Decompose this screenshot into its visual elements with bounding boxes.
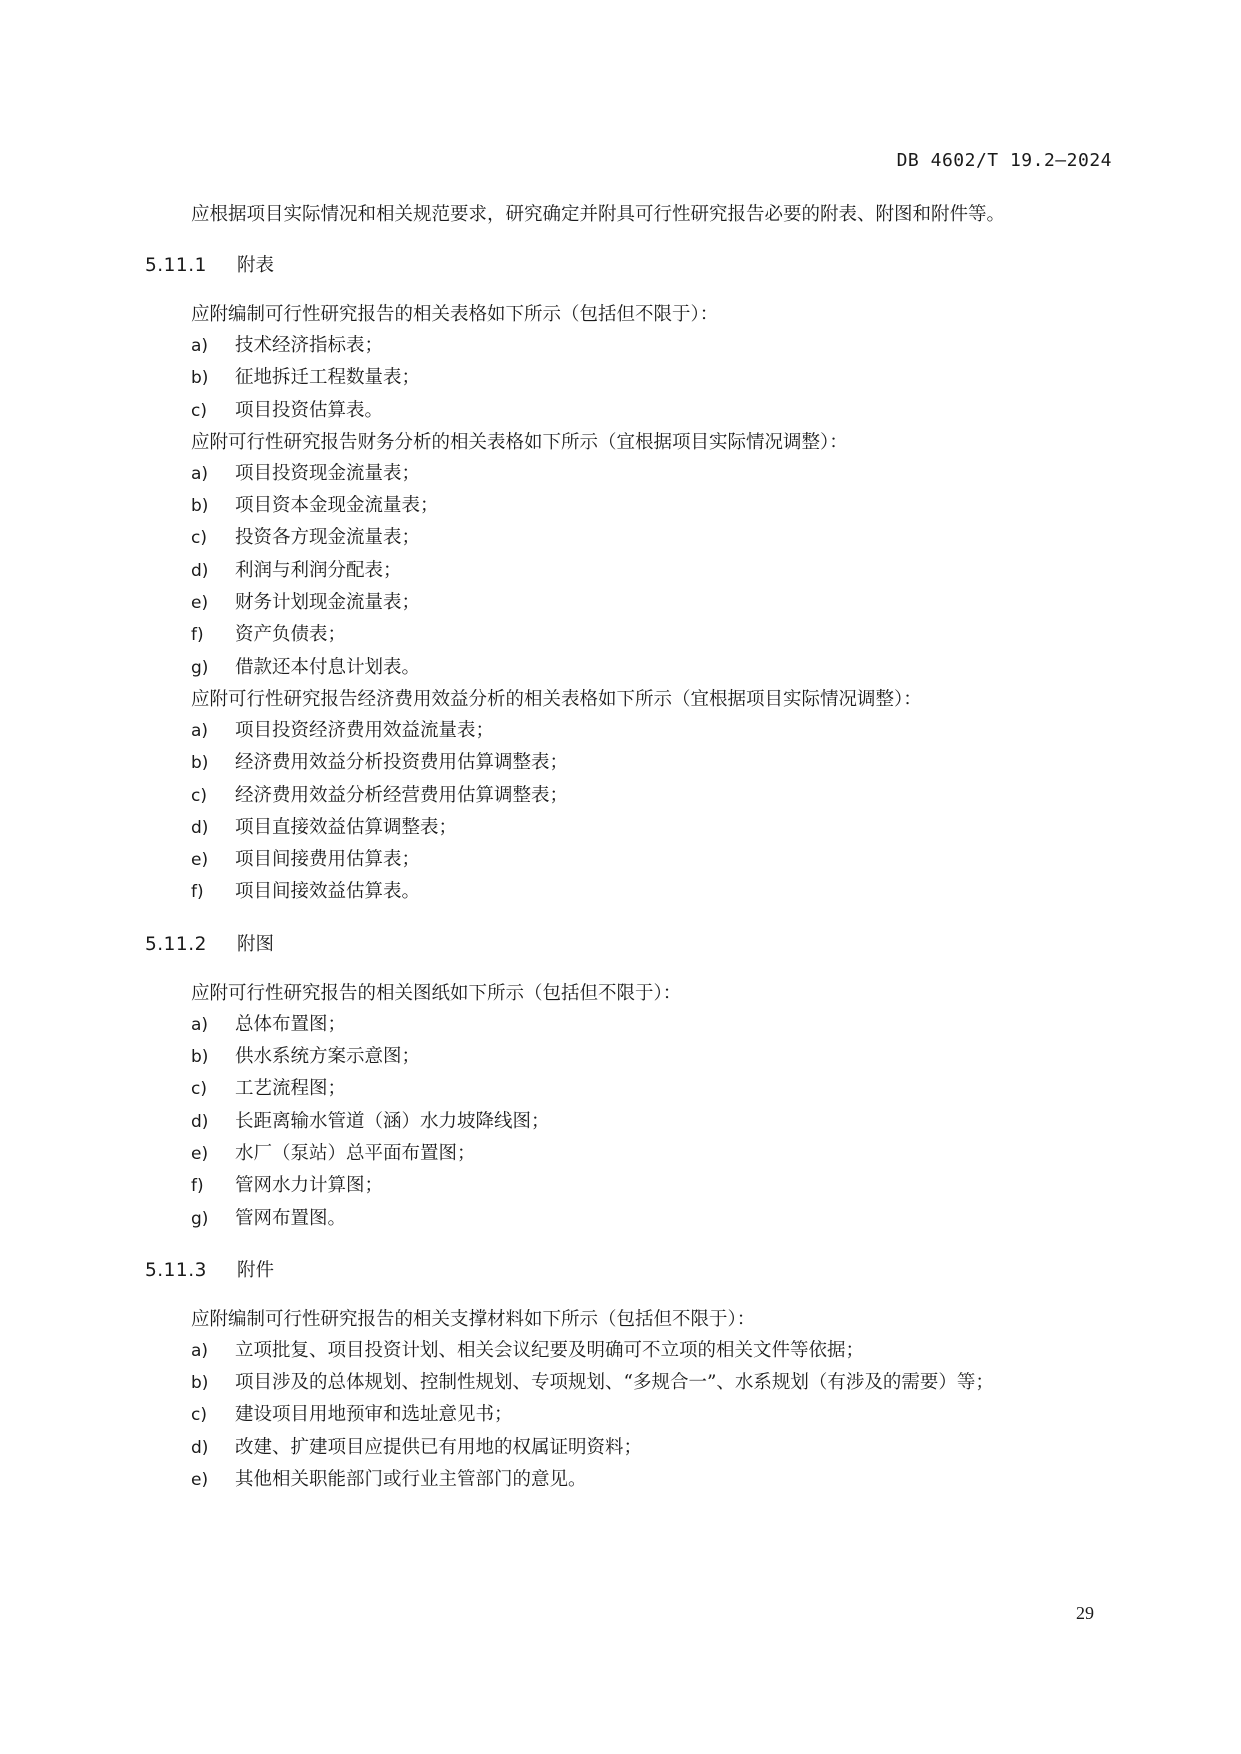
sections-container xyxy=(145,250,1117,1496)
list-item xyxy=(145,1106,1117,1138)
list-item-text: 水厂（泵站）总平面布置图； xyxy=(235,1142,476,1164)
list-item xyxy=(145,1203,1117,1235)
list-item-text: 建设项目用地预审和选址意见书； xyxy=(235,1404,513,1426)
list-item xyxy=(145,1432,1117,1464)
list-item-text: 技术经济指标表； xyxy=(235,335,384,356)
list-item-text: 项目间接费用估算表； xyxy=(235,849,421,871)
section-heading xyxy=(145,250,1117,281)
list-item-label: a) xyxy=(191,720,209,741)
list-item-text: 供水系统方案示意图； xyxy=(235,1046,421,1068)
list-item-text: 项目资本金现金流量表； xyxy=(235,495,439,517)
list-item-label: g) xyxy=(191,1208,209,1229)
list-item-label: a) xyxy=(191,336,209,356)
list-intro: 应附可行性研究报告财务分析的相关表格如下所示（宜根据项目实际情况调整）： xyxy=(191,431,848,453)
list-item-text: 项目投资经济费用效益流量表； xyxy=(235,719,495,741)
list-item xyxy=(145,362,1117,394)
list-item xyxy=(145,1170,1117,1202)
list-item-text: 利润与利润分配表； xyxy=(235,559,402,581)
list-item xyxy=(145,876,1117,908)
list-item-label: a) xyxy=(191,1340,209,1361)
list-item-text: 项目投资估算表。 xyxy=(235,399,384,421)
list-item-text: 项目直接效益估算调整表； xyxy=(235,816,458,838)
list-item-label: e) xyxy=(191,1470,209,1491)
section-title: 附表 xyxy=(237,255,275,276)
list-item xyxy=(145,1138,1117,1170)
list-item xyxy=(145,395,1117,427)
list-item-label: e) xyxy=(191,593,209,614)
list-item-text: 其他相关职能部门或行业主管部门的意见。 xyxy=(235,1469,587,1491)
list-item-text: 改建、扩建项目应提供已有用地的权属证明资料； xyxy=(235,1436,643,1458)
list-item xyxy=(145,458,1117,490)
intro-paragraph: 应根据项目实际情况和相关规范要求，研究确定并附具可行性研究报告必要的附表、附图和附件等。 xyxy=(191,204,1006,225)
list-item-text: 项目投资现金流量表； xyxy=(235,462,421,484)
list-item xyxy=(145,1335,1117,1367)
list-item-text: 管网布置图。 xyxy=(235,1207,347,1229)
list-item-label: d) xyxy=(191,1111,209,1132)
list-item-label: c) xyxy=(191,528,207,549)
section-heading xyxy=(145,929,1117,960)
list-item xyxy=(145,1367,1117,1399)
list-item-text: 项目涉及的总体规划、控制性规划、专项规划、“多规合一”、水系规划（有涉及的需要）等； xyxy=(235,1372,994,1394)
list-item xyxy=(145,1399,1117,1431)
list-item-label: c) xyxy=(191,1405,207,1426)
list-intro: 应附可行性研究报告经济费用效益分析的相关表格如下所示（宜根据项目实际情况调整）： xyxy=(191,688,922,710)
list-item-text: 经济费用效益分析经营费用估算调整表； xyxy=(235,784,569,806)
list-item-label: c) xyxy=(191,1079,207,1100)
list-item-text: 总体布置图； xyxy=(235,1013,347,1035)
list-item-label: d) xyxy=(191,1437,209,1458)
list-item xyxy=(145,780,1117,812)
list-item xyxy=(145,1464,1117,1496)
list-item-label: b) xyxy=(191,368,209,389)
list-item-text: 征地拆迁工程数量表； xyxy=(235,367,421,389)
list-item-text: 项目间接效益估算表。 xyxy=(235,881,421,903)
list-item-label: g) xyxy=(191,657,209,678)
section-number: 5.11.3 xyxy=(145,1259,207,1281)
list-item-label: f) xyxy=(191,1176,204,1197)
list-item xyxy=(145,555,1117,587)
list-item xyxy=(145,522,1117,554)
list-item-label: a) xyxy=(191,463,209,484)
list-item xyxy=(145,715,1117,747)
standard-code: DB 4602/T 19.2—2024 xyxy=(896,150,1112,171)
list-item-label: d) xyxy=(191,817,209,838)
list-item xyxy=(145,330,1117,362)
list-item-label: e) xyxy=(191,850,209,871)
list-item-text: 工艺流程图； xyxy=(235,1078,347,1100)
section-title: 附图 xyxy=(237,933,275,955)
list-item-label: f) xyxy=(191,625,204,646)
list-item xyxy=(145,587,1117,619)
list-item-label: c) xyxy=(191,400,207,421)
list-item-text: 长距离输水管道（涵）水力坡降线图； xyxy=(235,1110,550,1132)
list-item xyxy=(145,1041,1117,1073)
list-item-label: d) xyxy=(191,560,209,581)
page-content xyxy=(145,199,1117,1496)
list-item-text: 管网水力计算图； xyxy=(235,1175,384,1197)
list-item-label: f) xyxy=(191,882,204,903)
list-item xyxy=(145,844,1117,876)
page-number: 29 xyxy=(1076,1603,1094,1623)
section-number: 5.11.1 xyxy=(145,255,207,276)
list-item-label: e) xyxy=(191,1143,209,1164)
list-item-label: c) xyxy=(191,785,207,806)
list-item xyxy=(145,1009,1117,1041)
section-number: 5.11.2 xyxy=(145,933,207,955)
list-item-label: b) xyxy=(191,1373,209,1394)
list-item xyxy=(145,1073,1117,1105)
list-item-label: b) xyxy=(191,753,209,774)
list-item xyxy=(145,490,1117,522)
list-item xyxy=(145,812,1117,844)
list-item-text: 借款还本付息计划表。 xyxy=(235,656,421,678)
list-item xyxy=(145,619,1117,651)
list-item-label: b) xyxy=(191,1047,209,1068)
list-item-text: 立项批复、项目投资计划、相关会议纪要及明确可不立项的相关文件等依据； xyxy=(235,1339,865,1361)
list-item xyxy=(145,652,1117,684)
list-intro: 应附可行性研究报告的相关图纸如下所示（包括但不限于）： xyxy=(191,982,682,1004)
list-item-text: 经济费用效益分析投资费用估算调整表； xyxy=(235,752,569,774)
list-item xyxy=(145,747,1117,779)
section-heading xyxy=(145,1255,1117,1286)
section-title: 附件 xyxy=(237,1259,275,1281)
list-item-label: b) xyxy=(191,496,209,517)
list-item-text: 资产负债表； xyxy=(235,624,347,646)
list-item-label: a) xyxy=(191,1014,209,1035)
list-item-text: 财务计划现金流量表； xyxy=(235,592,421,614)
list-intro: 应附编制可行性研究报告的相关支撑材料如下所示（包括但不限于）： xyxy=(191,1308,756,1330)
list-item-text: 投资各方现金流量表； xyxy=(235,527,421,549)
list-intro: 应附编制可行性研究报告的相关表格如下所示（包括但不限于）： xyxy=(191,304,719,325)
